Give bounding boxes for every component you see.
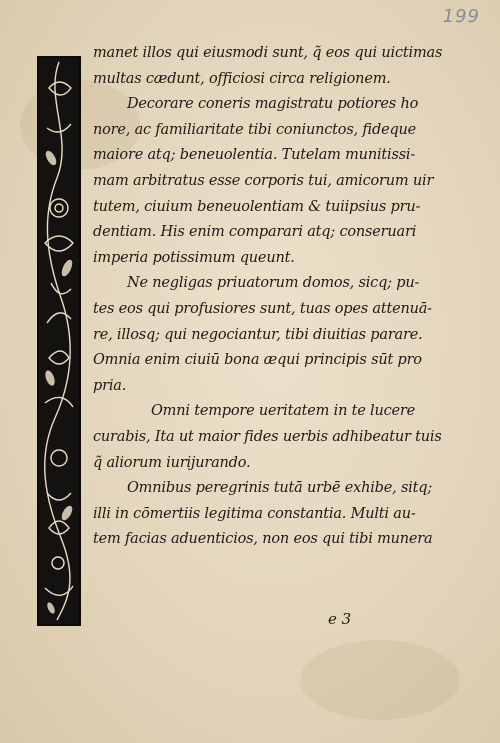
text-line: mam arbitratus esse corporis tui, amicorum uir — [93, 172, 434, 189]
text-line: tes eos qui profusiores sunt, tuas opes attenuā- — [93, 300, 432, 317]
text-line: manet illos qui eiusmodi sunt, q̃ eos qui uictimas — [93, 45, 443, 61]
woodcut-border-ornament — [37, 56, 81, 626]
text-line: Ne negligas priuatorum domos, sicq; pu- — [127, 275, 420, 292]
text-line: Omnibus peregrinis tutā urbē exhibe, sitq; — [127, 480, 433, 497]
text-line: dentiam. His enim comparari atq; conseruari — [93, 224, 417, 241]
text-line: imperia potissimum queunt. — [93, 249, 295, 266]
text-line: curabis, Ita ut maior fides uerbis adhibeatur tuis — [93, 428, 442, 445]
text-line: Omnia enim ciuiū bona æqui principis sūt pro — [93, 352, 422, 369]
page-text-block — [93, 41, 483, 553]
paper-stain — [300, 640, 460, 720]
text-line: q̃ aliorum iurijurando. — [93, 454, 251, 471]
text-line: maiore atq; beneuolentia. Tutelam munitissi- — [93, 147, 416, 164]
text-line: Omni tempore ueritatem in te lucere — [151, 403, 416, 420]
text-line: re, illosq; qui negociantur, tibi diuitias parare. — [93, 326, 423, 343]
text-line: illi in cōmertiis legitima constantia. Multi au- — [93, 505, 416, 522]
text-line: nore, ac familiaritate tibi coniunctos, fideque — [93, 121, 417, 138]
text-line: tutem, ciuium beneuolentiam & tuiipsius pru- — [93, 198, 421, 215]
text-line: multas cædunt, officiosi circa religionem. — [93, 70, 391, 87]
text-line: Decorare coneris magistratu potiores ho — [127, 96, 419, 113]
signature-mark: e 3 — [328, 610, 352, 628]
folio-number: 199 — [442, 6, 480, 27]
text-line: tem facias aduenticios, non eos qui tibi munera — [93, 531, 433, 548]
text-line: pria. — [93, 377, 127, 394]
